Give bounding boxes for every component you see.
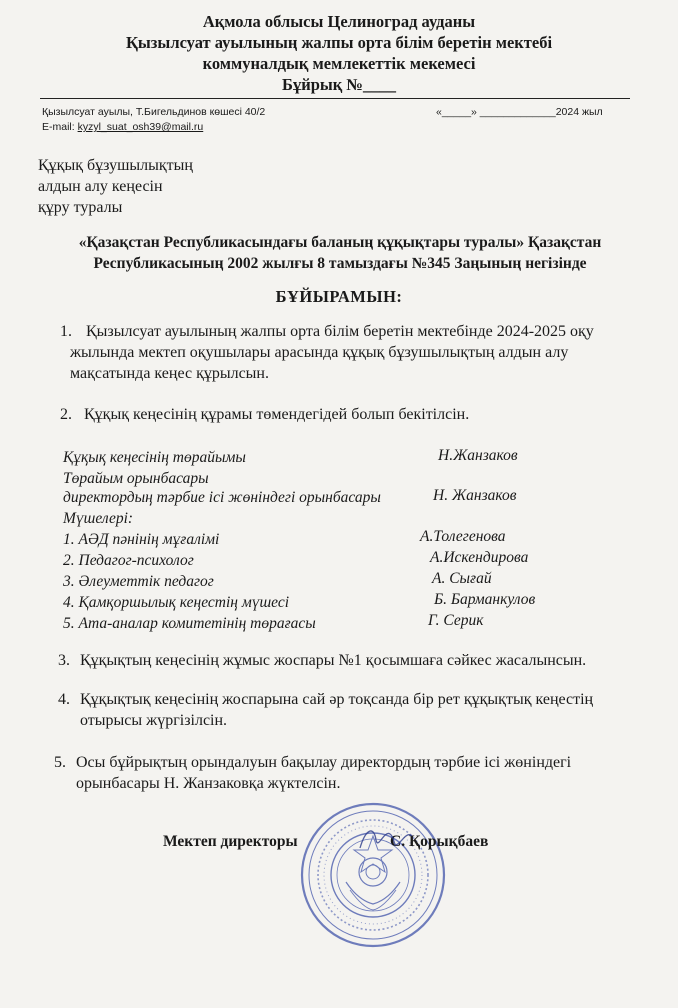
header-institution: коммуналдық мемлекеттік мекемесі bbox=[202, 54, 476, 73]
deputy-name: Н. Жанзаков bbox=[433, 487, 517, 504]
preamble-line-1: «Қазақстан Республикасындағы баланың құқықтары туралы» Қазақстан bbox=[78, 234, 602, 251]
topic-line-2: алдын алу кеңесін bbox=[38, 178, 163, 195]
member-3-role: 3. Әлеуметтік педагог bbox=[63, 573, 214, 590]
item-2-text: Құқық кеңесінің құрамы төмендегідей болып бекітілсін. bbox=[84, 406, 470, 423]
item-1-line-2: жылында мектеп оқушылары арасында құқық бұзушылықтың алдын алу bbox=[70, 344, 569, 361]
topic-line-1: Құқық бұзушылықтың bbox=[38, 157, 193, 174]
member-5-name: Г. Серик bbox=[428, 612, 484, 629]
item-1-line-3: мақсатында кеңес құрылсын. bbox=[70, 365, 269, 382]
item-1-line-1: Қызылсуат ауылының жалпы орта білім беретін мектебінде 2024-2025 оқу bbox=[86, 323, 594, 340]
order-heading: БҰЙЫРАМЫН: bbox=[275, 287, 403, 306]
member-2-name: А.Искендирова bbox=[430, 549, 529, 566]
item-5-number: 5. bbox=[54, 754, 66, 771]
email-line bbox=[42, 121, 203, 133]
chair-name: Н.Жанзаков bbox=[438, 447, 518, 464]
header-region: Ақмола облысы Целиноград ауданы bbox=[202, 12, 476, 31]
item-3-number: 3. bbox=[58, 652, 70, 669]
deputy-role-line-1: Төрайым орынбасары bbox=[63, 470, 209, 487]
item-5-line-1: Осы бұйрықтың орындалуын бақылау директордың тәрбие ісі жөніндегі bbox=[76, 754, 572, 771]
school-address: Қызылсуат ауылы, Т.Бигельдинов көшесі 40/2 bbox=[42, 106, 266, 118]
topic-line-3: құру туралы bbox=[38, 199, 123, 216]
item-4-line-2: отырысы жүргізілсін. bbox=[80, 712, 228, 729]
email-label: E-mail: bbox=[42, 121, 78, 133]
item-1-number: 1. bbox=[60, 323, 72, 340]
preamble-line-2: Республикасының 2002 жылғы 8 тамыздағы №345 Заңының негізінде bbox=[93, 255, 587, 272]
item-4-line-1: Құқықтық кеңесінің жоспарына сай әр тоқсанда бір рет құқықтық кеңестің bbox=[80, 691, 594, 708]
item-2-number: 2. bbox=[60, 406, 72, 423]
item-5-line-2: орынбасары Н. Жанзаковқа жүктелсін. bbox=[76, 775, 341, 792]
member-3-name: А. Сығай bbox=[432, 570, 492, 587]
item-3-text: Құқықтың кеңесінің жұмыс жоспары №1 қосымшаға сәйкес жасалынсын. bbox=[80, 652, 587, 669]
item-4-number: 4. bbox=[58, 691, 70, 708]
director-title: Мектеп директоры bbox=[163, 833, 298, 850]
deputy-role-line-2: директордың тәрбие ісі жөніндегі орынбасары bbox=[63, 489, 381, 506]
member-5-role: 5. Ата-аналар комитетінің төрағасы bbox=[63, 615, 316, 632]
director-name: С. Қорықбаев bbox=[390, 833, 489, 850]
order-date: «_____» _____________2024 жыл bbox=[436, 106, 603, 118]
member-2-role: 2. Педагог-психолог bbox=[63, 552, 194, 569]
member-4-role: 4. Қамқоршылық кеңестің мүшесі bbox=[63, 594, 290, 611]
header-divider bbox=[40, 98, 630, 99]
member-4-name: Б. Барманкулов bbox=[434, 591, 536, 608]
chair-role: Құқық кеңесінің төрайымы bbox=[63, 449, 246, 466]
email-address: kyzyl_suat_osh39@mail.ru bbox=[77, 121, 204, 133]
order-number-title: Бұйрық №____ bbox=[282, 75, 396, 94]
member-1-name: А.Толегенова bbox=[420, 528, 506, 545]
handwritten-signature bbox=[356, 820, 416, 856]
member-1-role: 1. АӘД пәнінің мұғалімі bbox=[63, 531, 220, 548]
members-label: Мүшелері: bbox=[63, 510, 134, 527]
header-school: Қызылсуат ауылының жалпы орта білім беретін мектебі bbox=[125, 33, 553, 52]
